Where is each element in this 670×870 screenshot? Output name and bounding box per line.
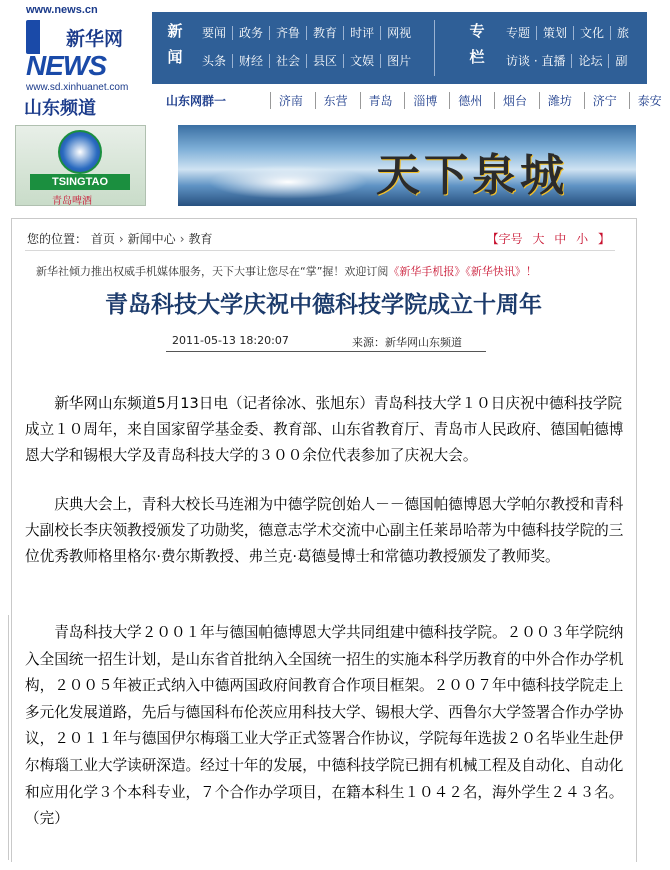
- spring-city-calligraphy: 天下泉城: [376, 150, 568, 201]
- nav-item[interactable]: 教育: [307, 26, 344, 40]
- nav-item[interactable]: 文娱: [344, 54, 381, 68]
- font-size-large[interactable]: 大: [532, 232, 545, 246]
- breadcrumb-divider: [25, 250, 615, 251]
- nav-item[interactable]: 论坛: [572, 54, 609, 68]
- font-size-close: 】: [597, 232, 610, 246]
- nav-item[interactable]: 专题: [500, 26, 537, 40]
- breadcrumb-home[interactable]: 首页: [90, 232, 115, 246]
- city-link[interactable]: 泰安: [629, 92, 670, 109]
- water-splash-image: [208, 165, 368, 199]
- ad-banner-spring-city[interactable]: [178, 125, 636, 206]
- nav-item[interactable]: 社会: [270, 54, 307, 68]
- article-meta: [172, 334, 462, 349]
- font-size-switcher: [484, 230, 613, 247]
- logo-url-top: www.news.cn: [26, 4, 98, 16]
- logo-url-bottom: www.sd.xinhuanet.com: [26, 82, 129, 93]
- city-link[interactable]: 烟台: [494, 92, 535, 109]
- beer-brand: TSINGTAO: [30, 174, 130, 190]
- nav-head-columns: 专栏: [469, 22, 485, 66]
- breadcrumb-separator: ›: [118, 232, 124, 246]
- nav-item[interactable]: 旅: [617, 26, 630, 40]
- article-paragraph: 新华网山东频道5月13日电（记者徐冰、张旭东）青岛科技大学１０日庆祝中德科技学院成立１０周年，来自国家留学基金委、教育部、山东省教育厅、青岛市人民政府、德国帕德博恩大学和锡根大学及青岛科技大学的３００余位代表参加了庆祝大会。: [25, 395, 624, 464]
- city-link[interactable]: 济南: [270, 92, 311, 109]
- nav-item[interactable]: 头条: [196, 54, 233, 68]
- cities-group-label[interactable]: 山东网群一: [166, 94, 227, 108]
- city-link[interactable]: 东营: [315, 92, 356, 109]
- breadcrumb-news-center[interactable]: 新闻中心: [127, 232, 176, 246]
- nav-columns-row2: [500, 54, 633, 68]
- nav-item[interactable]: 网视: [387, 26, 412, 40]
- font-size-label: 【字号: [486, 232, 523, 246]
- nav-item[interactable]: 政务: [233, 26, 270, 40]
- article-date: 2011-05-13 18:20:07: [172, 334, 289, 347]
- nav-item[interactable]: 图片: [387, 54, 412, 68]
- breadcrumb-separator: ›: [179, 232, 185, 246]
- city-link[interactable]: 潍坊: [539, 92, 580, 109]
- meta-divider: [166, 351, 486, 352]
- promo-tail: ！: [525, 265, 537, 278]
- article-source: 来源：新华网山东频道: [352, 336, 462, 349]
- promo-link-mobile-paper[interactable]: 《新华手机报》: [388, 265, 466, 278]
- city-link[interactable]: 济宁: [584, 92, 625, 109]
- frame-top-line: [11, 218, 637, 219]
- nav-item[interactable]: 访谈 · 直播: [500, 54, 572, 68]
- nav-divider: [434, 20, 435, 76]
- channel-name: 山东频道: [24, 98, 96, 119]
- beer-emblem-icon: [58, 130, 102, 174]
- article-paragraph: 青岛科技大学２００１年与德国帕德博恩大学共同组建中德科技学院。２００３年学院纳入全国统一招生计划，是山东省首批纳入全国统一招生的实施本科学历教育的中外合作办学机构，２００５年被正式纳入中德两国政府间教育合作项目框架。２００７年中德科技学院走上多元化发展道路，先后与德国科布伦茨应用科技大学、锡根大学、西鲁尔大学签署合作办学协议，２０１１年与德国伊尔梅瑙工业大学正式签署合作协议，学院每年选拔２０名毕业生赴伊尔梅瑙工业大学读研深造。经过十年的发展，中德科技学院已拥有机械工程及自动化、自动化和应用化学３个本科专业，７个合作办学项目，在籍本科生１０４２名，海外学生２４３名。（完）: [25, 624, 624, 828]
- article-paragraph: 庆典大会上，青科大校长马连湘为中德学院创始人－－德国帕德博恩大学帕尔教授和青科大副校长李庆领教授颁发了功勋奖，德意志学术交流中心副主任莱昂哈蒂为中德科技学院的三位优秀教师格里格尔·费尔斯教授、弗兰克·葛德曼博士和常德功教授颁发了教师奖。: [25, 496, 624, 565]
- ad-banner-beer[interactable]: [15, 125, 146, 206]
- nav-item[interactable]: 县区: [307, 54, 344, 68]
- nav-news-row2: [196, 54, 417, 68]
- nav-head-news: 新闻: [167, 22, 183, 66]
- nav-item[interactable]: 财经: [233, 54, 270, 68]
- nav-news-row1: [196, 26, 417, 40]
- city-link[interactable]: 青岛: [360, 92, 401, 109]
- article-title: 青岛科技大学庆祝中德科技学院成立十周年: [105, 291, 542, 318]
- nav-group-news: [152, 12, 434, 84]
- site-logo[interactable]: [8, 4, 148, 119]
- font-size-medium[interactable]: 中: [554, 232, 567, 246]
- nav-item[interactable]: 齐鲁: [270, 26, 307, 40]
- city-link[interactable]: 德州: [449, 92, 490, 109]
- breadcrumb-education[interactable]: 教育: [188, 232, 213, 246]
- breadcrumb-label: 您的位置：: [27, 232, 88, 246]
- logo-xinhua-text: 新华网: [66, 28, 124, 50]
- logo-n-icon: [26, 20, 52, 54]
- city-links: [166, 92, 662, 108]
- nav-item[interactable]: 文化: [574, 26, 611, 40]
- nav-item[interactable]: 副: [615, 54, 628, 68]
- nav-item[interactable]: 时评: [344, 26, 381, 40]
- promo-text: 新华社倾力推出权威手机媒体服务，天下大事让您尽在“掌”握！欢迎订阅: [36, 265, 389, 278]
- beer-brand-cn: 青岛啤酒: [52, 196, 92, 207]
- nav-columns-row1: [500, 26, 635, 40]
- main-nav: [152, 12, 647, 84]
- promo-link-express[interactable]: 《新华快讯》: [465, 265, 526, 278]
- promo-banner: [36, 263, 537, 279]
- nav-item[interactable]: 要闻: [196, 26, 233, 40]
- nav-group-columns: [442, 12, 647, 84]
- font-size-small[interactable]: 小: [576, 232, 589, 246]
- nav-item[interactable]: 策划: [537, 26, 574, 40]
- city-link[interactable]: 淄博: [404, 92, 445, 109]
- logo-news-text: NEWS: [26, 50, 106, 81]
